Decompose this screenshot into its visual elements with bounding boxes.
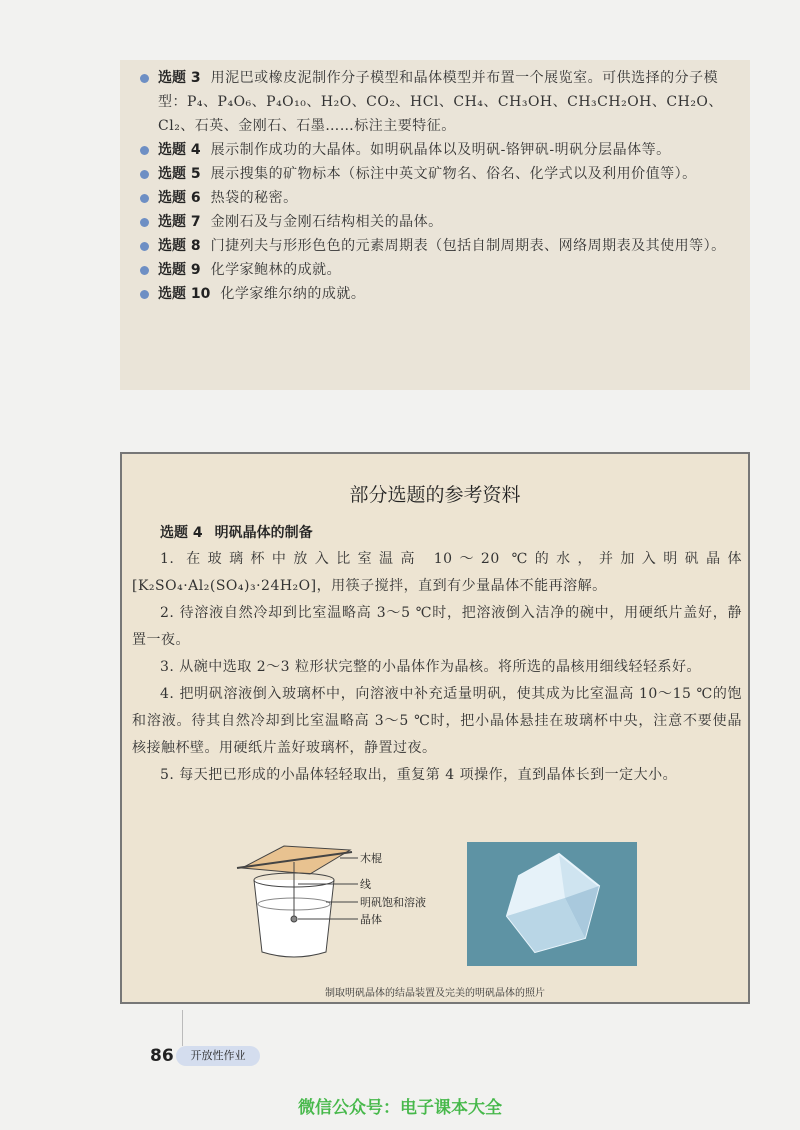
topic-label: 选题 8 bbox=[158, 238, 201, 254]
topic-item bbox=[140, 186, 740, 210]
topic-text: 展示搜集的矿物标本（标注中英文矿物名、俗名、化学式以及利用价值等）。 bbox=[210, 166, 697, 182]
topic-text: 门捷列夫与形形色色的元素周期表（包括自制周期表、网络周期表及其使用等）。 bbox=[210, 238, 726, 254]
topic-item bbox=[140, 162, 740, 186]
topic-text: 化学家维尔纳的成就。 bbox=[220, 286, 366, 302]
divider-line bbox=[182, 1010, 183, 1046]
subhead-label: 选题 4 bbox=[160, 525, 203, 541]
label-crystal: 晶体 bbox=[360, 913, 382, 926]
bullet-icon bbox=[140, 242, 149, 251]
bullet-icon bbox=[140, 170, 149, 179]
topic-label: 选题 10 bbox=[158, 286, 211, 302]
bullet-icon bbox=[140, 146, 149, 155]
topic-label: 选题 6 bbox=[158, 190, 201, 206]
topic-item bbox=[140, 210, 740, 234]
topic-label: 选题 5 bbox=[158, 166, 201, 182]
topic-item bbox=[140, 258, 740, 282]
reference-box bbox=[120, 452, 750, 1004]
crystallization-apparatus-diagram bbox=[232, 840, 462, 966]
page-number: 86 bbox=[150, 1046, 174, 1066]
crystal-seed bbox=[291, 916, 297, 922]
topic-item bbox=[140, 234, 740, 258]
label-solution: 明矾饱和溶液 bbox=[360, 896, 426, 909]
topic-label: 选题 3 bbox=[158, 70, 201, 86]
topic-label: 选题 4 bbox=[158, 142, 201, 158]
crystal-image bbox=[467, 842, 637, 966]
alum-crystal-photo bbox=[467, 842, 637, 966]
watermark-text: 微信公众号：电子课本大全 bbox=[298, 1098, 502, 1118]
topic-text: 热袋的秘密。 bbox=[210, 190, 298, 206]
topic-item bbox=[140, 138, 740, 162]
reference-steps bbox=[132, 546, 742, 789]
bullet-icon bbox=[140, 194, 149, 203]
bullet-icon bbox=[140, 74, 149, 83]
topic-item bbox=[140, 282, 740, 306]
bullet-icon bbox=[140, 218, 149, 227]
topic-text: 用泥巴或橡皮泥制作分子模型和晶体模型并布置一个展览室。可供选择的分子模型：P₄、P₄O₆、P₄O₁₀、H₂O、CO₂、HCl、CH₄、CH₃OH、CH₃CH₂OH、CH₂O、Cl₂、石英、金刚石、石墨……标注主要特征。 bbox=[158, 70, 723, 134]
topic-label: 选题 9 bbox=[158, 262, 201, 278]
step-paragraph: 3. 从碗中选取 2～3 粒形状完整的小晶体作为晶核。将所选的晶核用细线轻轻系好。 bbox=[160, 659, 702, 675]
topic-label: 选题 7 bbox=[158, 214, 201, 230]
topic-text: 化学家鲍林的成就。 bbox=[210, 262, 342, 278]
topic-text: 金刚石及与金刚石结构相关的晶体。 bbox=[210, 214, 443, 230]
topics-list bbox=[140, 66, 740, 306]
reference-title: 部分选题的参考资料 bbox=[349, 484, 521, 506]
label-stick: 木棍 bbox=[360, 852, 382, 865]
section-badge: 开放性作业 bbox=[176, 1046, 260, 1066]
step-paragraph: 4. 把明矾溶液倒入玻璃杯中，向溶液中补充适量明矾，使其成为比室温高 10～15 ℃的饱和溶液。待其自然冷却到比室温略高 3～5 ℃时，把小晶体悬挂在玻璃杯中央，注意不要使晶核接触杯壁。用硬纸片盖好玻璃杯，静置过夜。 bbox=[132, 686, 742, 756]
bullet-icon bbox=[140, 290, 149, 299]
topic-item bbox=[140, 66, 740, 138]
label-thread: 线 bbox=[360, 878, 371, 891]
topic-text: 展示制作成功的大晶体。如明矾晶体以及明矾-铬钾矾-明矾分层晶体等。 bbox=[210, 142, 671, 158]
subhead-title: 明矾晶体的制备 bbox=[214, 525, 313, 541]
reference-subhead bbox=[160, 522, 313, 542]
step-paragraph: 2. 待溶液自然冷却到比室温略高 3～5 ℃时，把溶液倒入洁净的碗中，用硬纸片盖好，静置一夜。 bbox=[132, 605, 742, 648]
bullet-icon bbox=[140, 266, 149, 275]
step-paragraph: 5. 每天把已形成的小晶体轻轻取出，重复第 4 项操作，直到晶体长到一定大小。 bbox=[160, 767, 678, 783]
step-paragraph: 1. 在玻璃杯中放入比室温高 10～20 ℃的水，并加入明矾晶体[K₂SO₄·Al₂(SO₄)₃·24H₂O]，用筷子搅拌，直到有少量晶体不能再溶解。 bbox=[132, 551, 742, 594]
figure-caption: 制取明矾晶体的结晶装置及完美的明矾晶体的照片 bbox=[325, 988, 545, 999]
